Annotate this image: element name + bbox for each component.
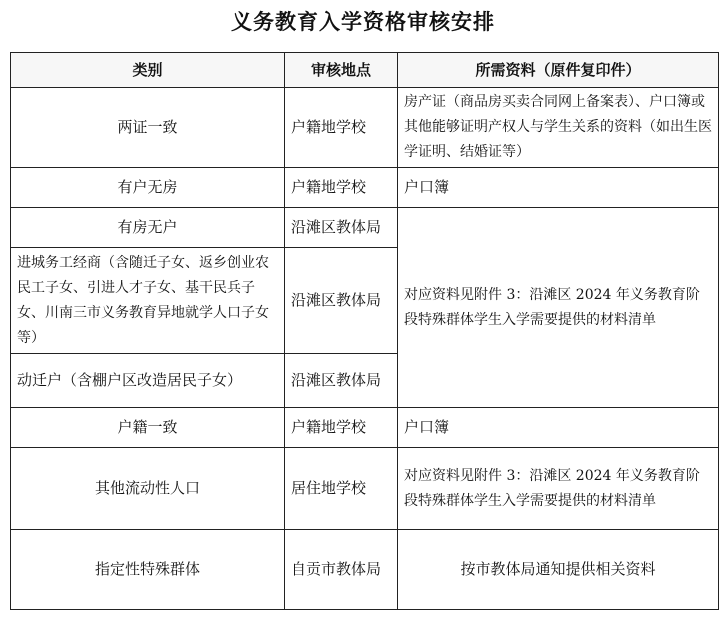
location-cell: 户籍地学校 [285, 168, 398, 208]
category-cell: 两证一致 [11, 88, 285, 168]
location-cell: 户籍地学校 [285, 88, 398, 168]
location-cell: 沿滩区教体局 [285, 248, 398, 354]
category-cell: 有户无房 [11, 168, 285, 208]
category-cell: 有房无户 [11, 208, 285, 248]
materials-cell: 按市教体局通知提供相关资料 [398, 530, 719, 610]
table-row [11, 530, 719, 610]
enrollment-review-table [10, 52, 719, 610]
materials-cell: 户口簿 [398, 168, 719, 208]
category-cell: 进城务工经商（含随迁子女、返乡创业农民工子女、引进人才子女、基干民兵子女、川南三市义务教育异地就学人口子女等） [11, 248, 285, 354]
location-cell: 沿滩区教体局 [285, 354, 398, 408]
materials-cell: 户口簿 [398, 408, 719, 448]
table-row [11, 208, 719, 248]
category-cell: 户籍一致 [11, 408, 285, 448]
materials-cell: 房产证（商品房买卖合同网上备案表）、户口簿或其他能够证明产权人与学生关系的资料（如出生医学证明、结婚证等） [398, 88, 719, 168]
category-cell: 动迁户（含棚户区改造居民子女） [11, 354, 285, 408]
category-cell: 其他流动性人口 [11, 448, 285, 530]
table-row [11, 88, 719, 168]
table-row [11, 408, 719, 448]
location-cell: 沿滩区教体局 [285, 208, 398, 248]
document-title: 义务教育入学资格审核安排 [231, 10, 495, 34]
materials-cell: 对应资料见附件 3：沿滩区 2024 年义务教育阶段特殊群体学生入学需要提供的材料清单 [398, 208, 719, 408]
location-cell: 居住地学校 [285, 448, 398, 530]
header-materials: 所需资料（原件复印件） [398, 53, 719, 88]
category-cell: 指定性特殊群体 [11, 530, 285, 610]
location-cell: 自贡市教体局 [285, 530, 398, 610]
table-header-row [11, 53, 719, 88]
location-cell: 户籍地学校 [285, 408, 398, 448]
table-row [11, 168, 719, 208]
header-location: 审核地点 [285, 53, 398, 88]
materials-cell: 对应资料见附件 3：沿滩区 2024 年义务教育阶段特殊群体学生入学需要提供的材料清单 [398, 448, 719, 530]
header-category: 类别 [11, 53, 285, 88]
table-row [11, 448, 719, 530]
